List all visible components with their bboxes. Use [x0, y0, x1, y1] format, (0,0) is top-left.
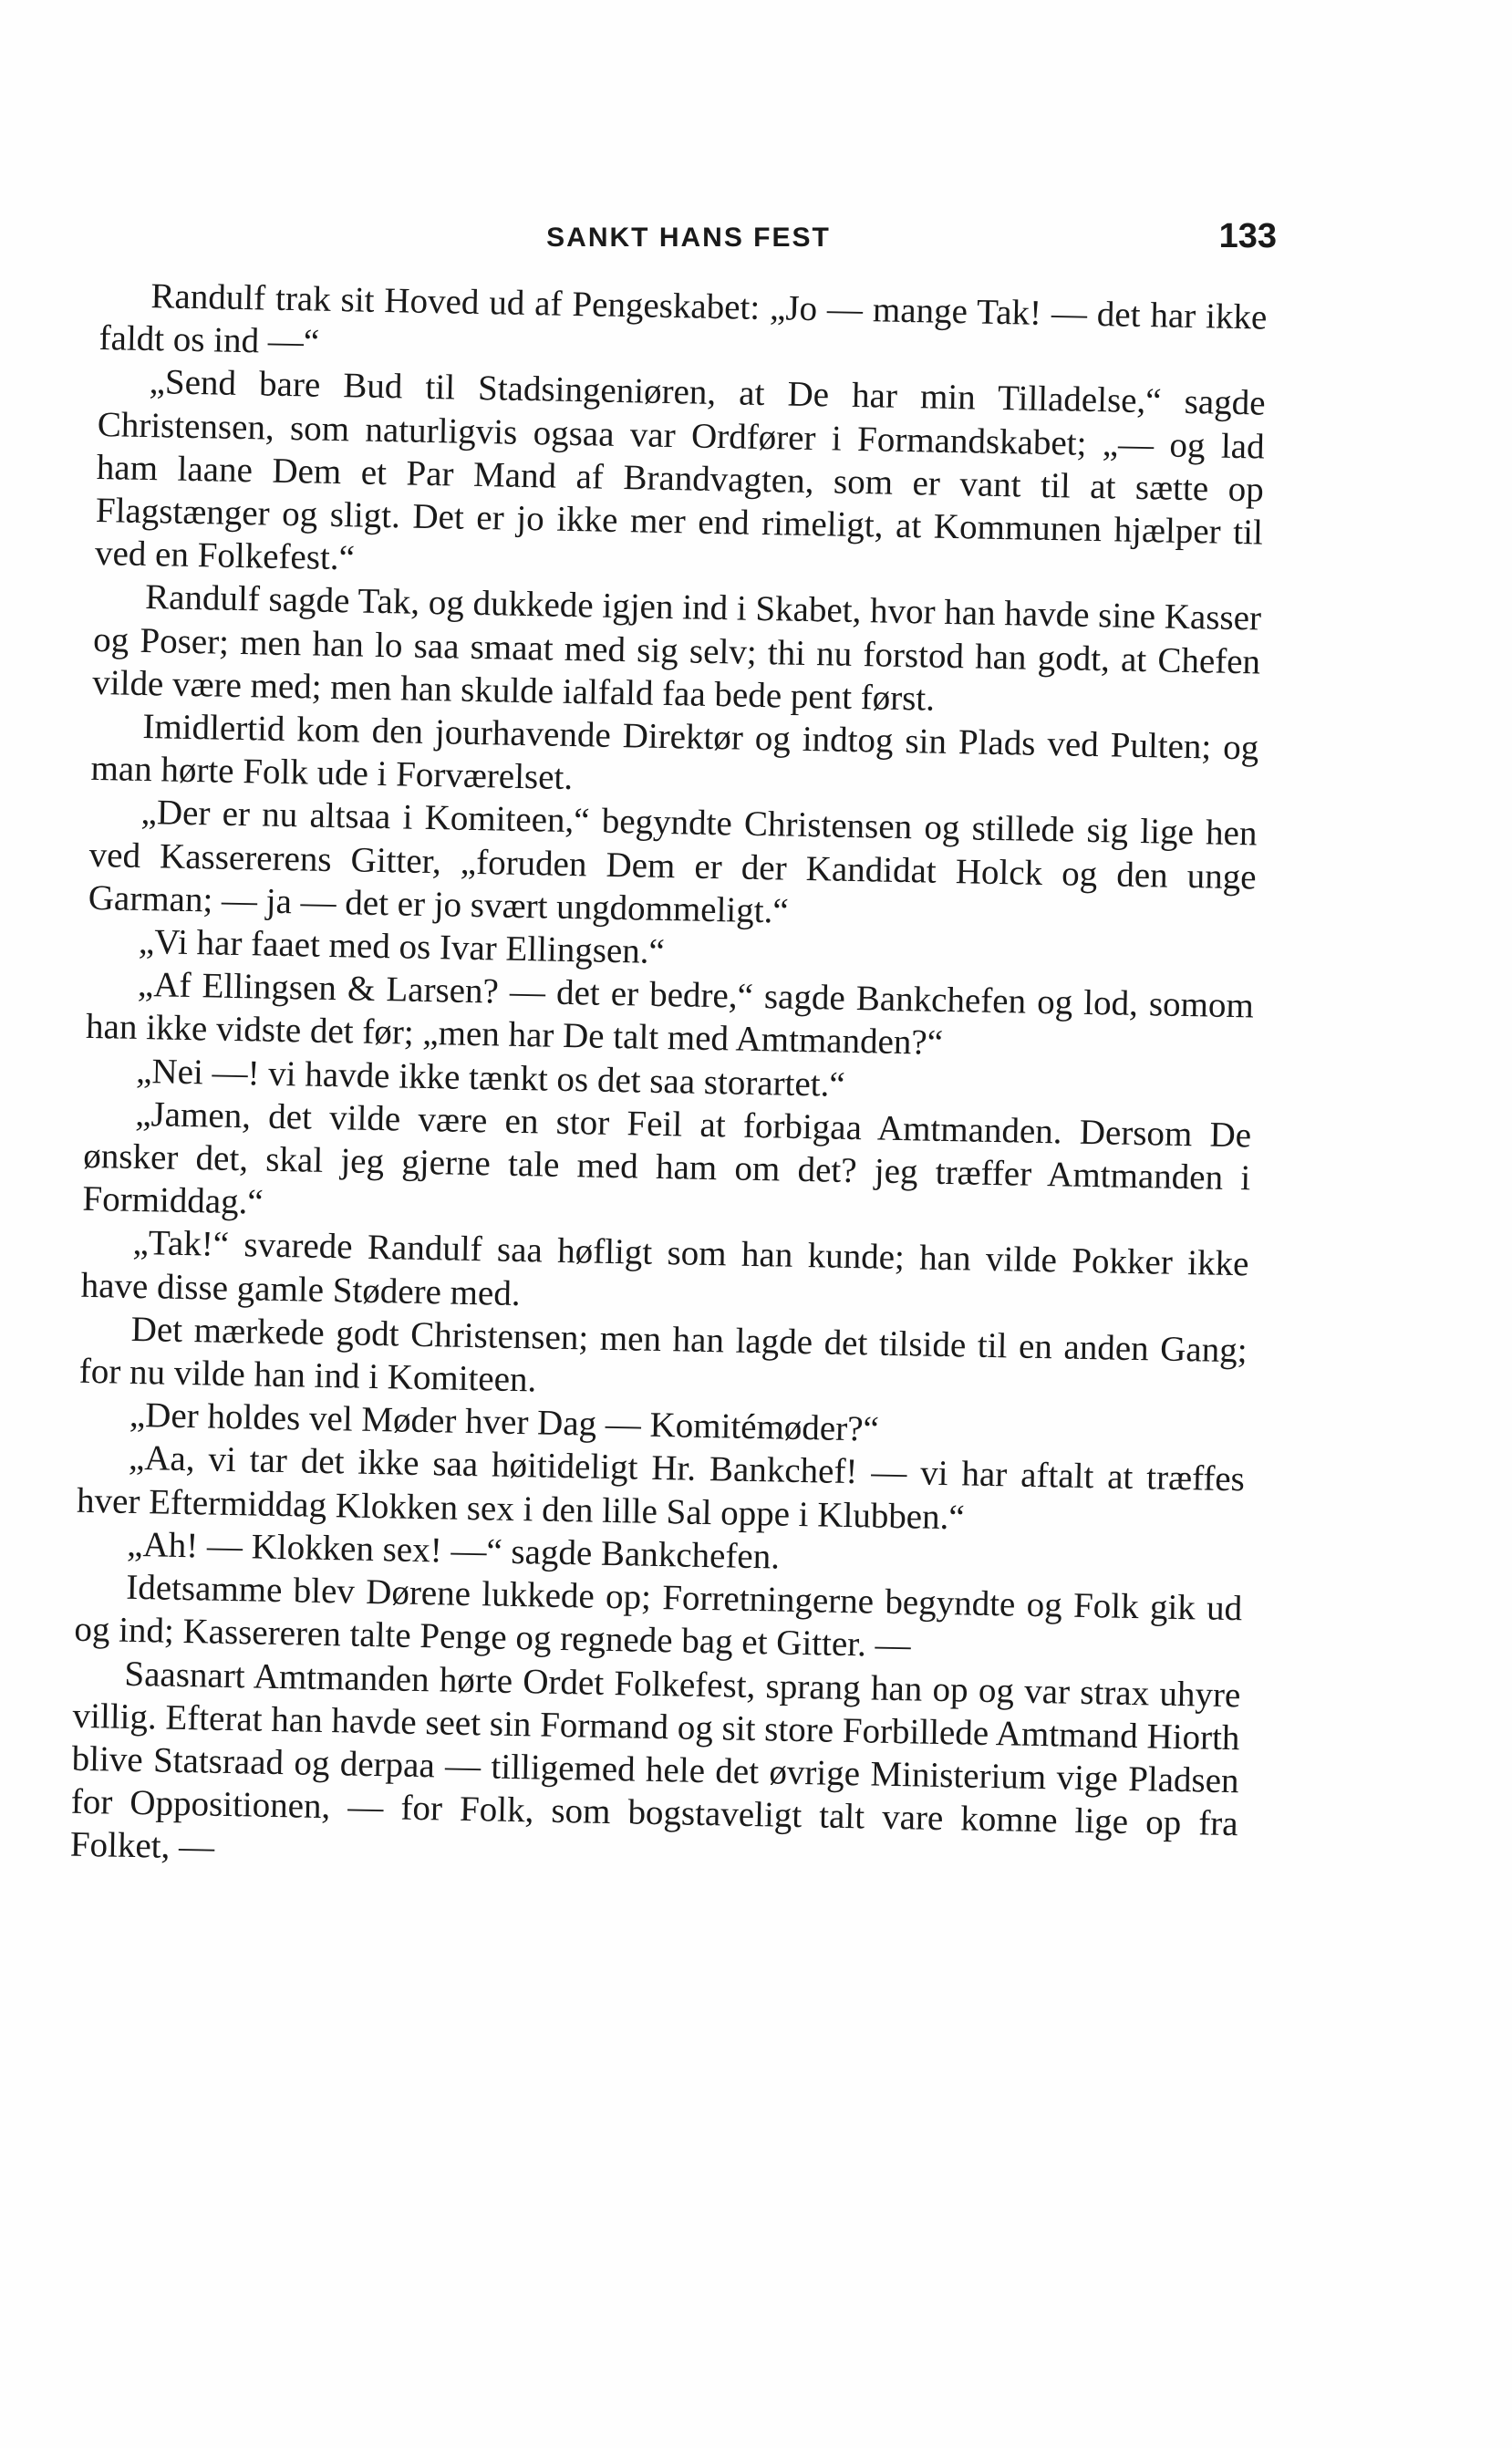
paragraph: „Af Ellingsen & Larsen? — det er bedre,“ sagde Bankchefen og lod, somom han ikke vidste det før; „men har De talt med Amtmanden?“ [85, 965, 1255, 1063]
page-header [100, 212, 1277, 266]
paragraph: „Nei —! vi havde ikke tænkt os det saa storartet.“ [135, 1051, 846, 1105]
running-title: SANKT HANS FEST [546, 223, 831, 253]
paragraph: „Vi har faaet med os Ivar Ellingsen.“ [138, 921, 666, 972]
paragraph: „Der holdes vel Møder hver Dag — Komitémøder?“ [129, 1395, 880, 1449]
paragraph: „Ah! — Klokken sex! —“ sagde Bankchefen. [126, 1524, 781, 1577]
paragraph: Randulf trak sit Hoved ud af Pengeskabet: „Jo — mange Tak! — det har ikke faldt os ind —“ [98, 276, 1268, 362]
paragraph: „Send bare Bud til Stadsingeniøren, at De har min Tilladelse,“ sagde Christensen, som naturligvis ogsaa var Ordfører i Formandskabet; „— og lad ham laane Dem et Par Mand af Brandvagten, som er vant til at sætte op Flagstænger og sligt. Det er jo ikke mer end rimeligt, at Kommunen hjælper til ved en Folkefest.“ [94, 362, 1266, 578]
paragraph: Saasnart Amtmanden hørte Ordet Folkefest, sprang han op og var strax uhyre villig. Efterat han havde seet sin Formand og sit store Forbillede Amtmand Hiorth blive Statsraad og derpaa — tilligemed hele det øvrige Ministerium vige Pladsen for Oppositionen, — for Folk, som bogstaveligt talt vare komne lige op fra Folket, — [69, 1654, 1241, 1868]
page-number: 133 [1218, 217, 1277, 255]
paragraph: „Tak!“ svarede Randulf saa høfligt som han kunde; han vilde Pokker ikke have disse gamle Stødere med. [80, 1223, 1249, 1313]
paragraph: Randulf sagde Tak, og dukkede igjen ind i Skabet, hvor han havde sine Kasser og Poser; men han lo saa smaat med sig selv; thi nu forstod han godt, at Chefen vilde være med; men han skulde ialfald faa bede pent først. [91, 577, 1262, 719]
paragraph: „Jamen, det vilde være en stor Feil at forbigaa Amtmanden. Dersom De ønsker det, skal jeg gjerne tale med ham om det? jeg træffer Amtmanden i Formiddag.“ [82, 1094, 1252, 1222]
paragraph: Idetsamme blev Dørene lukkede op; Forretningerne begyndte og Folk gik ud og ind; Kassereren talte Penge og regnede bag et Gitter. — [74, 1567, 1243, 1665]
paragraph: „Aa, vi tar det ikke saa høitideligt Hr. Bankchef! — vi har aftalt at træffes hver Eftermiddag Klokken sex i den lille Sal oppe i Klubben.“ [76, 1438, 1246, 1538]
paragraph: Imidlertid kom den jourhavende Direktør og indtog sin Plads ved Pulten; og man hørte Folk ude i Forværelset. [90, 707, 1259, 798]
body-text [69, 274, 1267, 1889]
paragraph: „Der er nu altsaa i Komiteen,“ begyndte Christensen og stillede sig lige hen ved Kassererens Gitter, „foruden Dem er der Kandidat Holck og den unge Garman; — ja — det er jo svært ungdommeligt.“ [88, 793, 1258, 931]
paragraph: Det mærkede godt Christensen; men han lagde det tilside til en anden Gang; for nu vilde han ind i Komiteen. [78, 1309, 1248, 1400]
